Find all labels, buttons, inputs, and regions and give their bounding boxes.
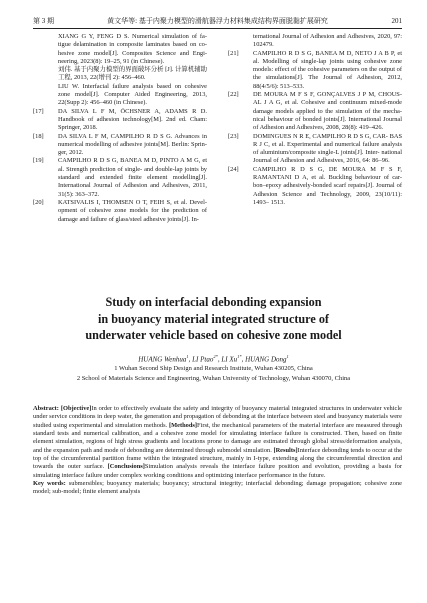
reference-number: [20]	[33, 198, 44, 206]
running-title: 黄文华等: 基于内聚力模型的滑航器浮力材料集成结构界面脱黏扩展研究	[107, 17, 328, 25]
affiliation-mark: 1	[186, 353, 189, 359]
article-title-line-3: underwater vehicle based on cohesive zone model	[85, 328, 342, 342]
reference-entry	[228, 166, 402, 207]
keywords	[33, 480, 402, 497]
reference-entry	[228, 50, 402, 91]
reference-text: DA SILVA L F M, ÖCHSNER A, ADAMS R D. Handbook of adhesion technology[M]. 2nd ed. Cham: Springer, 2018.	[58, 107, 207, 132]
reference-number: [23]	[228, 132, 239, 140]
abstract-section	[33, 405, 402, 497]
reference-text: LIU W. Interfacial failure analysis based on cohesive zone model[J]. Computer Aided Engineering, 2013, 22(Supp 2): 456–460 (in Chinese).	[58, 82, 207, 107]
reference-entry	[33, 83, 207, 108]
reference-text: CAMPILHO R D S G, BANEA M D, PINTO A M G, et al. Strength prediction of single- and double-lap joints by standard and extended finite element modelling[J]. International Journal of Adhesion and Adhesives, 2011, 31(5): 363–372.	[58, 157, 207, 198]
reference-number: [22]	[228, 91, 239, 99]
reference-number: [24]	[228, 165, 239, 173]
author-list: HUANG Wenhua$^1$, LI Ptao$^{2*}$, LI $Xu^{1*}$, HUANG Dong$^1$	[138, 353, 289, 363]
reference-text: ternational Journal of Adhesion and Adhesives, 2020, 97: 102479.	[253, 33, 402, 49]
article-title-line-1: Study on interfacial debonding expansion	[105, 295, 322, 309]
reference-text: KATSIVALIS I, THOMSEN O T, FEIH S, et al. Devel- opment of cohesive zone models for the prediction of damage and failure of glass/steel adhesive joints[J]. In-	[58, 198, 207, 223]
reference-list	[33, 33, 402, 281]
reference-text: XIANG G Y, FENG D S. Numerical simulation of fa- tigue delamination in composite laminates based on co- hesive zone model[J]. Composites Science and Engi- neering, 2023(8): 19–25, 91 (in Chinese).	[58, 33, 207, 65]
abstract-body	[33, 405, 402, 480]
reference-number: [17]	[33, 107, 44, 115]
reference-entry	[33, 66, 207, 83]
affiliation-mark: 1*	[237, 353, 242, 359]
conclusions-tag: [Conclusions]	[107, 463, 145, 471]
header-rule	[33, 28, 402, 29]
affiliation-mark: 1	[286, 353, 289, 359]
reference-entry	[33, 133, 207, 158]
reference-text: CAMPILHO R D S G, DE MOURA M F S F, RAMANTANI D A, et al. Buckling behaviour of car- bon–epoxy adhesively-bonded scarf repairs[J]. Journal of Adhesion Science and Technology, 2009, 23(10/11): 1493– 1513.	[253, 165, 402, 206]
methods-text: First, the mechanical parameters of the material interface are measured through standard tests and numerical calibration, and a cohesive zone model for simulating interface failure is constructed. Then, based on finite element simulation, regions of high stress gradients and locations prone to damage are estimated through global stress/deformation analysis, and the expansion path and mode of debonding are determined through submodel simulation.	[33, 421, 402, 454]
reference-text: CAMPILHO R D S G, BANEA M D, NETO J A B P, et al. Modelling of single-lap joints using cohesive zone models: effect of the cohesive parameters on the output of the simulations[J]. The Journal of Adhesion, 2012, 88(4/5/6): 513–533.	[253, 49, 402, 90]
affiliation-2: 2 School of Materials Science and Engineering, Wuhan University of Technology, Wuhan 430070, China	[76, 374, 351, 382]
reference-text: DA SILVA L F M, CAMPILHO R D S G. Advances in numerical modelling of adhesive joints[M]. Berlin: Sprin- ger, 2012.	[58, 132, 207, 157]
reference-entry	[33, 157, 207, 198]
methods-tag: [Methods]	[169, 421, 198, 429]
keywords-label: Key words:	[33, 480, 66, 488]
affiliation-mark: 2*	[213, 353, 218, 359]
running-head	[33, 16, 402, 26]
results-text: Interface debonding tends to occur at the top of the circumferential partition frame within the integrated structure, mainly in I-type, extending along the circumferential direction and towards the outer surface.	[33, 446, 402, 471]
article-header	[20, 294, 407, 384]
results-tag: [Results]	[273, 446, 298, 454]
reference-number: [19]	[33, 157, 44, 165]
reference-entry	[228, 133, 402, 166]
reference-entry	[33, 199, 207, 224]
reference-column-right	[228, 33, 402, 207]
objective-tag: [Objective]	[60, 405, 92, 412]
reference-entry	[33, 108, 207, 133]
objective-text: In order to effectively evaluate the safety and integrity of buoyancy material integrated structures in underwater vehicle under service conditions in deep water, the generation and propagation of debonding at the interface between steel and buoyancy materials were studied using experimental and simulation methods.	[33, 405, 402, 429]
affiliation-1: 1 Wuhan Second Ship Design and Research Institute, Wuhan 430205, China	[114, 364, 313, 372]
reference-text: 刘伟. 基于内聚力模型的界面破坏分析 [J]. 计算机辅助 工程, 2013, 22(增刊 2): 456–460.	[58, 66, 207, 82]
reference-entry	[33, 33, 207, 66]
reference-entry	[228, 91, 402, 132]
author-name: HUANG Wenhua	[138, 354, 187, 363]
reference-text: DOMINGUES N R E, CAMPILHO R D S G, CAR- BAS R J C, et al. Experimental and numerical failure analysis of aluminium/composite single-L joints[J]. Inter- national Journal of Adhesion and Adhesives, 2016, 64: 86–96.	[253, 132, 402, 165]
conclusions-text: Simulation analysis reveals the interface failure position and evolution, providing a basis for simulating interface failure under complex working conditions and optimizing interface performance in the future.	[33, 463, 402, 479]
author-name: HUANG Dong	[245, 354, 287, 363]
reference-number: [18]	[33, 132, 44, 140]
keywords-text: submersibles; buoyancy materials; buoyancy; structural integrity; interfacial debonding; damage propagation; cohesive zone model; sub-model; finite element analysis	[33, 480, 402, 496]
reference-entry	[228, 33, 402, 50]
author-name: LI Xu	[221, 354, 238, 363]
reference-column-left	[33, 33, 207, 224]
reference-number: [21]	[228, 49, 239, 57]
author-name: LI Ptao	[192, 354, 214, 363]
issue-number: 第 3 期	[33, 17, 54, 25]
abstract-label: Abstract:	[33, 405, 59, 412]
article-title-line-2: in buoyancy material integrated structure of	[98, 311, 329, 326]
page-number: 201	[391, 17, 402, 25]
reference-text: DE MOURA M F S F, GONÇALVES J P M, CHOUS- AL J A G, et al. Cohesive and continuum mixed-mode damage models applied to the simulation of the mecha- nical behaviour of bonded joints[J]. International Journal of Adhesion and Adhesives, 2008, 28(8): 419–426.	[253, 91, 402, 132]
